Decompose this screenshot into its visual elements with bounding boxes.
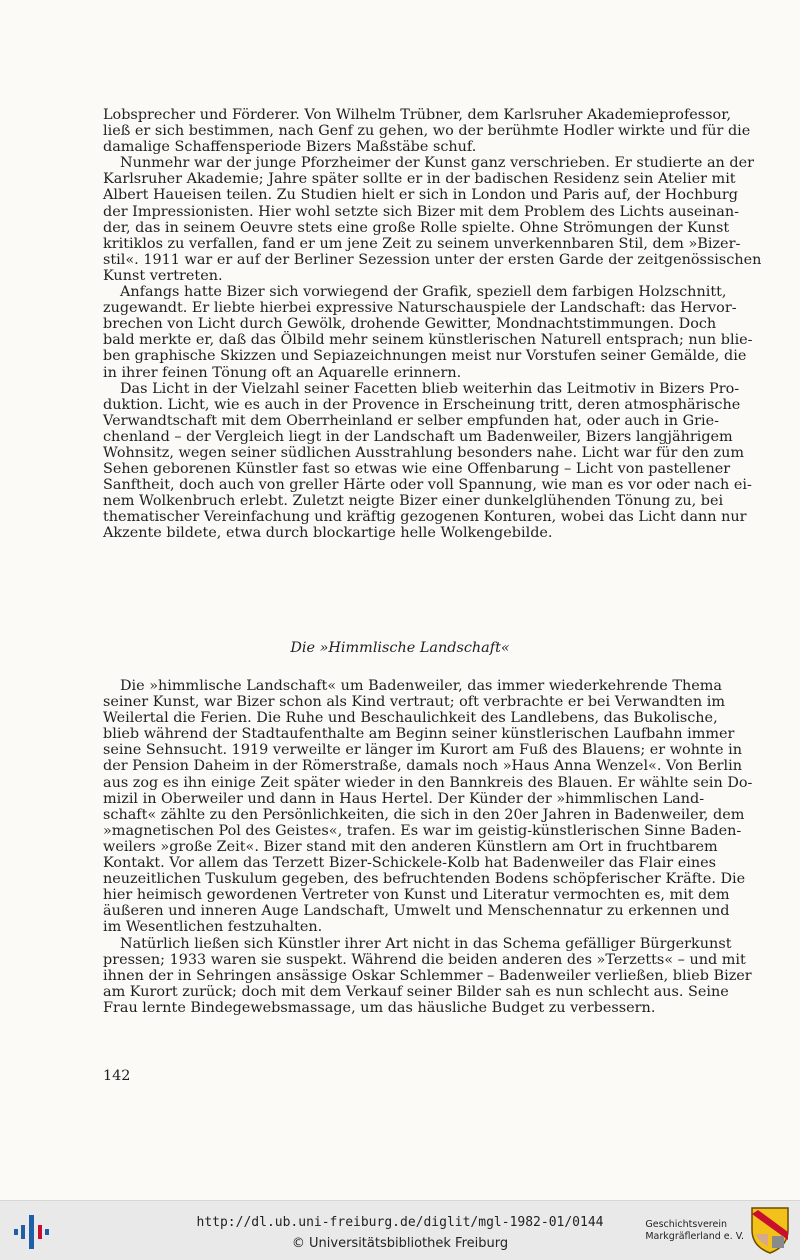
text-line: seine Sehnsucht. 1919 verweilte er länger im Kurort am Fuß des Blauens; er wohnte in — [103, 742, 743, 759]
text-line: Die »himmlische Landschaft« um Badenweiler, das immer wiederkehrende Thema — [120, 678, 722, 694]
text-line: weilers »große Zeit«. Bizer stand mit den anderen Künstlern am Ort in fruchtbarem — [103, 838, 718, 855]
text-line: pressen; 1933 waren sie suspekt. Während die beiden anderen des »Terzetts« – und mit — [103, 951, 746, 968]
text-line: Anfangs hatte Bizer sich vorwiegend der Grafik, speziell dem farbigen Holzschnitt, — [120, 284, 727, 301]
text-line: thematischer Vereinfachung und kräftig gezogenen Konturen, wobei das Licht dann nur — [103, 509, 747, 526]
text-line: der Impressionisten. Hier wohl setzte sich Bizer mit dem Problem des Lichts auseinan- — [103, 203, 740, 220]
text-line: mizil in Oberweiler und dann in Haus Hertel. Der Künder der »himmlischen Land- — [103, 790, 705, 807]
text-line: am Kurort zurück; doch mit dem Verkauf seiner Bilder sah es nun schlecht aus. Seine — [103, 983, 729, 1000]
text-line: hier heimisch gewordenen Vertreter von Kunst und Literatur vermochten es, mit dem — [103, 887, 730, 904]
text-line: stil«. 1911 war er auf der Berliner Sezession unter der ersten Garde der zeitgenössischen — [103, 251, 762, 268]
text-line: seiner Kunst, war Bizer schon als Kind vertraut; oft verbrachte er bei Verwandten im — [103, 694, 725, 711]
source-url-link[interactable]: http://dl.ub.uni-freiburg.de/diglit/mgl-1982-01/0144 — [196, 1215, 604, 1230]
society-name-line-1: Geschichtsverein — [645, 1219, 727, 1230]
text-line: Sehen geborenen Künstler fast so etwas wie eine Offenbarung – Licht von pastellener — [103, 461, 731, 478]
text-line: ben graphische Skizzen und Sepiazeichnungen meist nur Vorstufen seiner Gemälde, die — [103, 348, 747, 365]
text-line: Verwandtschaft mit dem Oberrheinland er selber empfunden hat, oder auch in Grie- — [103, 412, 719, 429]
text-line: Akzente bildete, etwa durch blockartige helle Wolkengebilde. — [103, 525, 553, 542]
body-text-section-1 — [103, 107, 762, 542]
text-line: ihnen der in Sehringen ansässige Oskar Schlemmer – Badenweiler verließen, blieb Bizer — [103, 967, 752, 984]
text-line: Kontakt. Vor allem das Terzett Bizer-Schickele-Kolb hat Badenweiler das Flair eines — [103, 855, 717, 872]
text-line: schaft« zählte zu den Persönlichkeiten, die sich in den 20er Jahren in Badenweiler, dem — [103, 806, 745, 823]
text-line: aus zog es ihn einige Zeit später wieder in den Bannkreis des Blauen. Er wählte sein Do- — [103, 774, 753, 791]
text-line: Wohnsitz, wegen seiner südlichen Ausstrahlung besonders nahe. Licht war für den zum — [103, 444, 744, 461]
text-line: Frau lernte Bindegewebsmassage, um das häusliche Budget zu verbessern. — [103, 999, 656, 1016]
text-line: damalige Schaffensperiode Bizers Maßstäbe schuf. — [103, 139, 477, 156]
paragraph — [103, 107, 751, 156]
text-line: duktion. Licht, wie es auch in der Provence in Erscheinung tritt, deren atmosphärische — [103, 396, 741, 413]
text-line: chenland – der Vergleich liegt in der Landschaft um Badenweiler, Bizers langjährigem — [103, 428, 733, 445]
text-line: der Pension Daheim in der Römerstraße, damals noch »Haus Anna Wenzel«. Von Berlin — [103, 758, 743, 775]
society-name — [645, 1219, 744, 1243]
text-line: »magnetischen Pol des Geistes«, trafen. Es war im geistig-künstlerischen Sinne Baden- — [103, 822, 742, 839]
footer-bar — [0, 1200, 800, 1260]
paragraph — [103, 678, 753, 936]
text-line: Weilertal die Ferien. Die Ruhe und Beschaulichkeit des Landlebens, das Bukolische, — [103, 710, 718, 727]
body-text-section-2 — [103, 678, 753, 1016]
text-line: Kunst vertreten. — [103, 267, 223, 284]
paragraph — [103, 935, 752, 1016]
text-line: äußeren und inneren Auge Landschaft, Umwelt und Menschennatur zu erkennen und — [103, 903, 730, 920]
text-line: kritiklos zu verfallen, fand er um jene Zeit zu seinem unverkennbaren Stil, dem »Bizer- — [103, 235, 741, 252]
text-line: brechen von Licht durch Gewölk, drohende Gewitter, Mondnachtstimmungen. Doch — [103, 316, 717, 333]
coat-of-arms-icon — [750, 1206, 790, 1254]
text-line: nem Wolkenbruch erlebt. Zuletzt neigte Bizer einer dunkelglühenden Tönung zu, bei — [103, 493, 724, 510]
text-line: Albert Haueisen teilen. Zu Studien hielt er sich in London und Paris auf, der Hochburg — [103, 187, 738, 204]
society-name-line-2: Markgräflerland e. V. — [645, 1231, 744, 1242]
text-line: Nunmehr war der junge Pforzheimer der Kunst ganz verschrieben. Er studierte an der — [120, 155, 754, 172]
text-line: Das Licht in der Vielzahl seiner Facetten blieb weiterhin das Leitmotiv in Bizers Pro- — [120, 380, 740, 397]
text-line: blieb während der Stadtaufenthalte am Beginn seiner künstlerischen Laufbahn immer — [103, 726, 735, 743]
text-line: Lobsprecher und Förderer. Von Wilhelm Trübner, dem Karlsruher Akademieprofessor, — [103, 107, 732, 123]
text-line: zugewandt. Er liebte hierbei expressive Naturschauspiele der Landschaft: das Hervor- — [103, 300, 737, 317]
text-line: ließ er sich bestimmen, nach Genf zu gehen, wo der berühmte Hodler wirkte und für die — [103, 123, 751, 140]
paragraph — [103, 380, 752, 542]
text-line: der, das in seinem Oeuvre stets eine große Rolle spielte. Ohne Strömungen der Kunst — [103, 219, 730, 236]
text-line: Sanftheit, doch auch von greller Härte oder voll Spannung, wie man es vor oder nach ei- — [103, 477, 752, 494]
page-number: 142 — [103, 1068, 131, 1084]
text-line: Karlsruher Akademie; Jahre später sollte er in der badischen Residenz sein Atelier mit — [103, 171, 736, 188]
text-line: bald merkte er, daß das Ölbild mehr seinem künstlerischen Naturell entsprach; nun blie- — [103, 332, 753, 349]
copyright-text: © Universitätsbibliothek Freiburg — [291, 1236, 509, 1251]
section-heading: Die »Himmlische Landschaft« — [290, 640, 510, 656]
text-line: im Wesentlichen festzuhalten. — [103, 919, 323, 936]
text-line: neuzeitlichen Tuskulum gegeben, des befruchtenden Bodens schöpferischer Kräfte. Die — [103, 871, 746, 888]
paragraph — [103, 155, 762, 284]
text-line: in ihrer feinen Tönung oft an Aquarelle erinnern. — [103, 364, 462, 381]
text-line: Natürlich ließen sich Künstler ihrer Art nicht in das Schema gefälliger Bürgerkunst — [120, 935, 732, 952]
paragraph — [103, 284, 753, 381]
